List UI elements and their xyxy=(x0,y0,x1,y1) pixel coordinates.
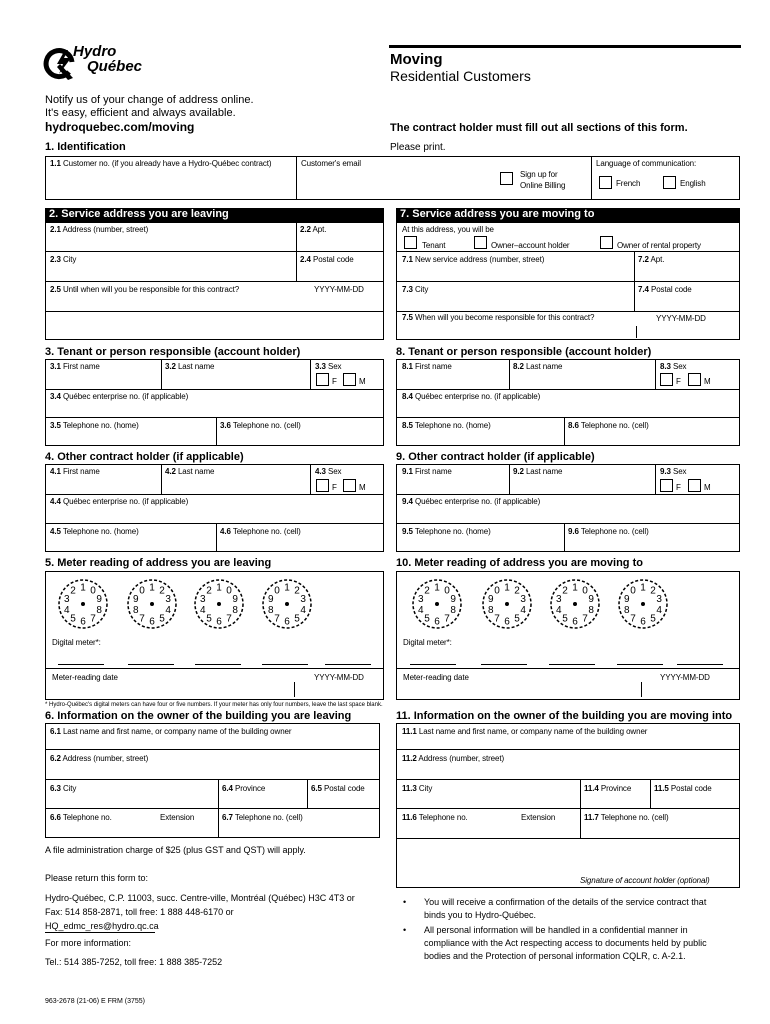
s8-cell-label: 8.6 Telephone no. (cell) xyxy=(568,421,649,430)
owner-rental-checkbox[interactable] xyxy=(600,236,613,249)
s4-sex-m-checkbox[interactable] xyxy=(343,479,356,492)
s11-cell-label: 11.7 Telephone no. (cell) xyxy=(584,813,669,822)
tenant-checkbox[interactable] xyxy=(404,236,417,249)
dial-digit: 0 xyxy=(494,585,500,597)
dial-digit: 6 xyxy=(284,616,290,628)
s3-sex-m-checkbox[interactable] xyxy=(343,373,356,386)
s11-ext-label: Extension xyxy=(521,813,556,822)
please-print: Please print. xyxy=(390,142,446,153)
s10-date-format: YYYY-MM-DD xyxy=(660,673,710,682)
signature-label: Signature of account holder (optional) xyxy=(580,876,710,885)
s3-f-label: F xyxy=(332,377,337,386)
s5-digit-field-1[interactable] xyxy=(58,664,104,665)
dial-digit: 7 xyxy=(139,613,145,625)
s10-digit-field-4[interactable] xyxy=(617,664,663,665)
s9-first-label: 9.1 First name xyxy=(402,467,452,476)
return-address: Hydro-Québec, C.P. 11003, succ. Centre-ville, Montréal (Québec) H3C 4T3 or xyxy=(45,893,355,903)
logo-text-quebec: Québec xyxy=(87,58,143,75)
dial-digit: 8 xyxy=(96,604,102,616)
dial-digit: 3 xyxy=(520,594,526,606)
s4-sex-f-checkbox[interactable] xyxy=(316,479,329,492)
dial-digit: 0 xyxy=(630,585,636,597)
owner-holder-label: Owner–account holder xyxy=(491,241,570,250)
s6-address-label: 6.2 Address (number, street) xyxy=(50,754,149,763)
s3-sex-f-checkbox[interactable] xyxy=(316,373,329,386)
s11-postal-label: 11.5 Postal code xyxy=(654,784,712,793)
customer-no-field[interactable] xyxy=(50,171,290,197)
dial-digit: 3 xyxy=(418,594,424,606)
language-label: Language of communication: xyxy=(596,159,697,168)
s6-name-label: 6.1 Last name and first name, or company name of the building owner xyxy=(50,727,292,736)
moving-to-meter-dial-3 xyxy=(544,573,606,635)
dial-digit: 3 xyxy=(64,594,70,606)
dial-digit: 9 xyxy=(133,594,139,606)
customer-no-label: 1.1 Customer no. (if you already have a Hydro-Québec contract) xyxy=(50,159,272,168)
dial-digit: 4 xyxy=(556,604,562,616)
s9-f-label: F xyxy=(676,483,681,492)
s11-address-label: 11.2 Address (number, street) xyxy=(402,754,505,763)
dial-digit: 3 xyxy=(656,594,662,606)
dial-digit: 3 xyxy=(556,594,562,606)
new-postal-label: 7.4 Postal code xyxy=(638,285,692,294)
s5-digit-field-2[interactable] xyxy=(128,664,174,665)
s6-tel-label: 6.6 Telephone no. xyxy=(50,813,112,822)
s6-province-label: 6.4 Province xyxy=(222,784,266,793)
dial-digit: 5 xyxy=(159,613,165,625)
bullet-2-line-1: All personal information will be handled in a confidential manner in xyxy=(424,925,688,935)
dial-digit: 9 xyxy=(450,594,456,606)
s11-city-label: 11.3 City xyxy=(402,784,433,793)
s5-digit-field-3[interactable] xyxy=(195,664,241,665)
dial-digit: 9 xyxy=(268,594,274,606)
leaving-postal-label: 2.4 Postal code xyxy=(300,255,354,264)
info-telephone: Tel.: 514 385-7252, toll free: 1 888 385-7252 xyxy=(45,957,223,967)
s4-first-label: 4.1 First name xyxy=(50,467,100,476)
leaving-address-label: 2.1 Address (number, street) xyxy=(50,225,149,234)
s10-digit-field-5[interactable] xyxy=(677,664,723,665)
return-label: Please return this form to: xyxy=(45,873,149,883)
dial-digit: 8 xyxy=(450,604,456,616)
dial-digit: 5 xyxy=(650,613,656,625)
s8-last-label: 8.2 Last name xyxy=(513,362,563,371)
s3-m-label: M xyxy=(359,377,366,386)
bullet-1-line-2: binds you to Hydro-Québec. xyxy=(424,910,537,920)
s10-digit-field-1[interactable] xyxy=(410,664,456,665)
leaving-until-label: 2.5 Until when will you be responsible for this contract? xyxy=(50,285,240,294)
s4-cell-label: 4.6 Telephone no. (cell) xyxy=(220,527,301,536)
s3-last-label: 3.2 Last name xyxy=(165,362,215,371)
s9-home-label: 9.5 Telephone no. (home) xyxy=(402,527,491,536)
tenant-label: Tenant xyxy=(422,241,446,250)
owner-holder-checkbox[interactable] xyxy=(474,236,487,249)
dial-digit: 6 xyxy=(434,616,440,628)
email-field[interactable] xyxy=(301,171,491,197)
s3-first-label: 3.1 First name xyxy=(50,362,100,371)
dial-digit: 1 xyxy=(216,582,222,594)
s9-cell-label: 9.6 Telephone no. (cell) xyxy=(568,527,649,536)
dial-digit: 1 xyxy=(640,582,646,594)
intro-url-link[interactable]: hydroquebec.com/moving xyxy=(45,120,195,134)
page-subtitle: Residential Customers xyxy=(390,68,531,84)
form-code: 963-2678 (21-06) E FRM (3755) xyxy=(45,998,145,1005)
dial-digit: 5 xyxy=(294,613,300,625)
more-info-label: For more information: xyxy=(45,938,132,948)
leaving-meter-dial-2 xyxy=(121,573,183,635)
dial-digit: 8 xyxy=(133,604,139,616)
s6-postal-label: 6.5 Postal code xyxy=(311,784,365,793)
dial-digit: 7 xyxy=(494,613,500,625)
french-label: French xyxy=(616,179,641,188)
dial-digit: 7 xyxy=(444,613,450,625)
leaving-meter-dial-1 xyxy=(52,573,114,635)
section-9-box xyxy=(396,464,740,552)
section-9-title: 9. Other contract holder (if applicable) xyxy=(396,451,595,463)
s9-sex-f-checkbox[interactable] xyxy=(660,479,673,492)
s10-digital-label: Digital meter*: xyxy=(403,638,452,647)
s6-ext-label: Extension xyxy=(160,813,195,822)
s6-cell-label: 6.7 Telephone no. (cell) xyxy=(222,813,303,822)
s11-tel-label: 11.6 Telephone no. xyxy=(402,813,468,822)
s3-home-label: 3.5 Telephone no. (home) xyxy=(50,421,139,430)
section-6-title: 6. Information on the owner of the building you are leaving xyxy=(45,710,352,722)
section-2-title: 2. Service address you are leaving xyxy=(45,208,384,222)
dial-digit: 5 xyxy=(424,613,430,625)
section-5-title: 5. Meter reading of address you are leaving xyxy=(45,557,272,569)
s5-digit-field-4[interactable] xyxy=(262,664,308,665)
dial-digit: 2 xyxy=(70,585,76,597)
dial-digit: 7 xyxy=(90,613,96,625)
bullet-2-line-3: bodies and the Protection of personal information CQLR, c. A-2.1. xyxy=(424,951,686,961)
section-4-title: 4. Other contract holder (if applicable) xyxy=(45,451,244,463)
dial-digit: 1 xyxy=(504,582,510,594)
dial-digit: 4 xyxy=(200,604,206,616)
dial-digit: 6 xyxy=(572,616,578,628)
moving-to-meter-dial-1 xyxy=(406,573,468,635)
dial-digit: 1 xyxy=(434,582,440,594)
leaving-city-label: 2.3 City xyxy=(50,255,77,264)
dial-digit: 4 xyxy=(165,604,171,616)
dial-digit: 0 xyxy=(226,585,232,597)
moving-to-meter-dial-2 xyxy=(476,573,538,635)
email-label: Customer's email xyxy=(301,159,361,168)
signature-field[interactable] xyxy=(400,840,736,874)
dial-digit: 8 xyxy=(488,604,494,616)
intro-line1: Notify us of your change of address online. xyxy=(45,94,254,106)
dial-digit: 2 xyxy=(650,585,656,597)
english-checkbox[interactable] xyxy=(663,176,676,189)
s8-m-label: M xyxy=(704,377,711,386)
dial-digit: 0 xyxy=(90,585,96,597)
digital-meter-footnote: * Hydro-Québec's digital meters can have four or five numbers. If your meter has only four numbers, leave the last space blank. xyxy=(45,702,383,708)
dial-digit: 2 xyxy=(159,585,165,597)
leaving-meter-dial-3 xyxy=(188,573,250,635)
dial-digit: 5 xyxy=(562,613,568,625)
new-address-label: 7.1 New service address (number, street) xyxy=(402,255,545,264)
dial-digit: 7 xyxy=(582,613,588,625)
s9-last-label: 9.2 Last name xyxy=(513,467,563,476)
logo-text-hydro: Hydro xyxy=(73,43,117,60)
dial-digit: 9 xyxy=(624,594,630,606)
s3-enterprise-label: 3.4 Québec enterprise no. (if applicable) xyxy=(50,392,189,401)
s9-sex-label: 9.3 Sex xyxy=(660,467,687,476)
bullet-2-line-2: compliance with the Act respecting access to documents held by public xyxy=(424,938,707,948)
page-title: Moving xyxy=(390,51,443,68)
dial-digit: 1 xyxy=(572,582,578,594)
s9-sex-m-checkbox[interactable] xyxy=(688,479,701,492)
dial-digit: 3 xyxy=(300,594,306,606)
dial-digit: 2 xyxy=(562,585,568,597)
bullet-2-icon: • xyxy=(403,925,407,935)
s10-date-label: Meter-reading date xyxy=(403,673,469,682)
dial-digit: 0 xyxy=(274,585,280,597)
header-rule xyxy=(389,45,741,48)
section-8-title: 8. Tenant or person responsible (account holder) xyxy=(396,346,652,358)
dial-digit: 4 xyxy=(656,604,662,616)
s4-enterprise-label: 4.4 Québec enterprise no. (if applicable) xyxy=(50,497,189,506)
s9-m-label: M xyxy=(704,483,711,492)
dial-digit: 0 xyxy=(582,585,588,597)
dial-digit: 8 xyxy=(588,604,594,616)
dial-digit: 6 xyxy=(216,616,222,628)
leaving-date-format: YYYY-MM-DD xyxy=(314,285,364,294)
dial-digit: 2 xyxy=(424,585,430,597)
bullet-1-icon: • xyxy=(403,897,407,907)
dial-digit: 3 xyxy=(165,594,171,606)
dial-digit: 9 xyxy=(232,594,238,606)
section-3-title: 3. Tenant or person responsible (account holder) xyxy=(45,346,301,358)
return-email-link[interactable]: HQ_edmc_res@hydro.qc.ca xyxy=(45,921,159,931)
s8-sex-f-checkbox[interactable] xyxy=(660,373,673,386)
dial-digit: 7 xyxy=(274,613,280,625)
dial-digit: 6 xyxy=(80,616,86,628)
s8-f-label: F xyxy=(676,377,681,386)
section-1-title: 1. Identification xyxy=(45,141,126,153)
dial-digit: 9 xyxy=(96,594,102,606)
new-when-label: 7.5 When will you become responsible for this contract? xyxy=(402,313,595,322)
new-apt-label: 7.2 Apt. xyxy=(638,255,665,264)
dial-digit: 8 xyxy=(232,604,238,616)
s4-f-label: F xyxy=(332,483,337,492)
leaving-meter-dial-4 xyxy=(256,573,318,635)
s10-digit-field-2[interactable] xyxy=(481,664,527,665)
dial-digit: 4 xyxy=(520,604,526,616)
s10-digit-field-3[interactable] xyxy=(549,664,595,665)
dial-digit: 5 xyxy=(70,613,76,625)
bullet-1-line-1: You will receive a confirmation of the details of the service contract that xyxy=(424,897,707,907)
dial-digit: 0 xyxy=(139,585,145,597)
dial-digit: 0 xyxy=(444,585,450,597)
dial-digit: 1 xyxy=(80,582,86,594)
dial-digit: 2 xyxy=(206,585,212,597)
s5-digit-field-5[interactable] xyxy=(325,664,371,665)
intro-line2: It's easy, efficient and always available. xyxy=(45,107,236,119)
dial-digit: 1 xyxy=(149,582,155,594)
s3-cell-label: 3.6 Telephone no. (cell) xyxy=(220,421,301,430)
return-fax: Fax: 514 858-2871, toll free: 1 888 448-6170 or xyxy=(45,907,234,917)
french-checkbox[interactable] xyxy=(599,176,612,189)
dial-digit: 7 xyxy=(226,613,232,625)
s4-m-label: M xyxy=(359,483,366,492)
dial-digit: 8 xyxy=(268,604,274,616)
dial-digit: 9 xyxy=(588,594,594,606)
dial-digit: 5 xyxy=(206,613,212,625)
new-city-label: 7.3 City xyxy=(402,285,429,294)
dial-digit: 4 xyxy=(300,604,306,616)
dial-digit: 3 xyxy=(200,594,206,606)
online-billing-checkbox[interactable] xyxy=(500,172,513,185)
s8-sex-label: 8.3 Sex xyxy=(660,362,687,371)
dial-digit: 2 xyxy=(514,585,520,597)
moving-to-meter-dial-4 xyxy=(612,573,674,635)
contract-holder-notice: The contract holder must fill out all sections of this form. xyxy=(390,122,688,134)
s3-sex-label: 3.3 Sex xyxy=(315,362,342,371)
s8-first-label: 8.1 First name xyxy=(402,362,452,371)
hydro-quebec-logo xyxy=(43,42,153,84)
s5-date-format: YYYY-MM-DD xyxy=(314,673,364,682)
dial-digit: 9 xyxy=(488,594,494,606)
online-billing-label-1: Sign up for xyxy=(520,170,558,179)
section-7-title: 7. Service address you are moving to xyxy=(396,208,740,222)
s4-last-label: 4.2 Last name xyxy=(165,467,215,476)
section-10-title: 10. Meter reading of address you are moving to xyxy=(396,557,643,569)
s4-sex-label: 4.3 Sex xyxy=(315,467,342,476)
english-label: English xyxy=(680,179,706,188)
dial-digit: 6 xyxy=(149,616,155,628)
section-4-box xyxy=(45,464,384,552)
dial-digit: 7 xyxy=(630,613,636,625)
s9-enterprise-label: 9.4 Québec enterprise no. (if applicable) xyxy=(402,497,541,506)
dial-digit: 4 xyxy=(64,604,70,616)
at-this-address-label: At this address, you will be xyxy=(402,225,494,234)
online-billing-label-2: Online Billing xyxy=(520,181,566,190)
s8-sex-m-checkbox[interactable] xyxy=(688,373,701,386)
s5-date-label: Meter-reading date xyxy=(52,673,118,682)
dial-digit: 1 xyxy=(284,582,290,594)
dial-digit: 6 xyxy=(640,616,646,628)
s4-home-label: 4.5 Telephone no. (home) xyxy=(50,527,139,536)
dial-digit: 4 xyxy=(418,604,424,616)
dial-digit: 5 xyxy=(514,613,520,625)
leaving-apt-label: 2.2 Apt. xyxy=(300,225,327,234)
s8-home-label: 8.5 Telephone no. (home) xyxy=(402,421,491,430)
s8-enterprise-label: 8.4 Québec enterprise no. (if applicable) xyxy=(402,392,541,401)
fee-notice: A file administration charge of $25 (plus GST and QST) will apply. xyxy=(45,845,306,855)
s6-city-label: 6.3 City xyxy=(50,784,77,793)
section-11-title: 11. Information on the owner of the building you are moving into xyxy=(396,710,733,722)
s11-name-label: 11.1 Last name and first name, or company name of the building owner xyxy=(402,727,648,736)
s11-province-label: 11.4 Province xyxy=(584,784,632,793)
owner-rental-label: Owner of rental property xyxy=(617,241,701,250)
section-3-box xyxy=(45,359,384,446)
dial-digit: 6 xyxy=(504,616,510,628)
s5-digital-label: Digital meter*: xyxy=(52,638,101,647)
dial-digit: 2 xyxy=(294,585,300,597)
dial-digit: 8 xyxy=(624,604,630,616)
new-date-format: YYYY-MM-DD xyxy=(656,314,706,323)
